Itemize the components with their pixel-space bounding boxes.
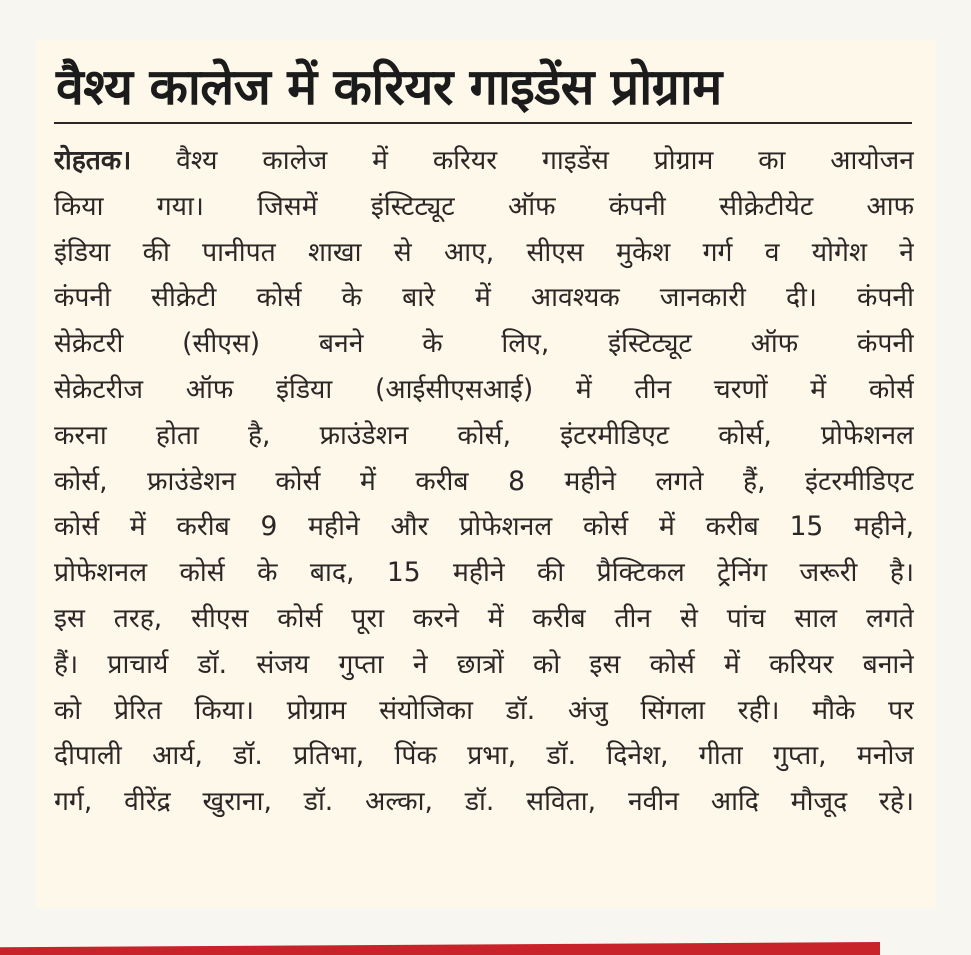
article-line: हैं। प्राचार्य डॉ. संजय गुप्ता ने छात्रों को इस कोर्स में करियर बनाने bbox=[54, 648, 914, 680]
article-line: इंडिया की पानीपत शाखा से आए, सीएस मुकेश गर्ग व योगेश ने bbox=[54, 236, 914, 268]
headline-rule bbox=[54, 122, 912, 124]
article-line: कोर्स, फ्राउंडेशन कोर्स में करीब 8 महीने लगते हैं, इंटरमीडिएट bbox=[54, 465, 914, 497]
article-body bbox=[54, 138, 914, 825]
headline: वैश्य कालेज में करियर गाइडेंस प्रोग्राम bbox=[56, 58, 722, 116]
dateline: रोहतक। bbox=[54, 145, 132, 176]
article-line-text: वैश्य कालेज में करियर गाइडेंस प्रोग्राम का आयोजन bbox=[176, 145, 914, 176]
article-line: सेक्रेटरीज ऑफ इंडिया (आईसीएसआई) में तीन चरणों में कोर्स bbox=[54, 373, 914, 405]
article-line bbox=[54, 138, 914, 184]
article-line: कंपनी सीक्रेटी कोर्स के बारे में आवश्यक जानकारी दी। कंपनी bbox=[54, 282, 914, 314]
article-line: सेक्रेटरी (सीएस) बनने के लिए, इंस्टिट्यूट ऑफ कंपनी bbox=[54, 328, 914, 360]
article-line: इस तरह, सीएस कोर्स पूरा करने में करीब तीन से पांच साल लगते bbox=[54, 602, 914, 634]
article-line: गर्ग, वीरेंद्र खुराना, डॉ. अल्का, डॉ. सविता, नवीन आदि मौजूद रहे। bbox=[54, 786, 914, 818]
article-line: कोर्स में करीब 9 महीने और प्रोफेशनल कोर्स में करीब 15 महीने, bbox=[54, 511, 914, 543]
article-line: करना होता है, फ्राउंडेशन कोर्स, इंटरमीडिएट कोर्स, प्रोफेशनल bbox=[54, 419, 914, 451]
article-line: प्रोफेशनल कोर्स के बाद, 15 महीने की प्रैक्टिकल ट्रेनिंग जरूरी है। bbox=[54, 557, 914, 589]
article-line: दीपाली आर्य, डॉ. प्रतिभा, पिंक प्रभा, डॉ. दिनेश, गीता गुप्ता, मनोज bbox=[54, 740, 914, 772]
article-line: किया गया। जिसमें इंस्टिट्यूट ऑफ कंपनी सीक्रेटीयेट आफ bbox=[54, 190, 914, 222]
article-line: को प्रेरित किया। प्रोग्राम संयोजिका डॉ. अंजु सिंगला रही। मौके पर bbox=[54, 694, 914, 726]
